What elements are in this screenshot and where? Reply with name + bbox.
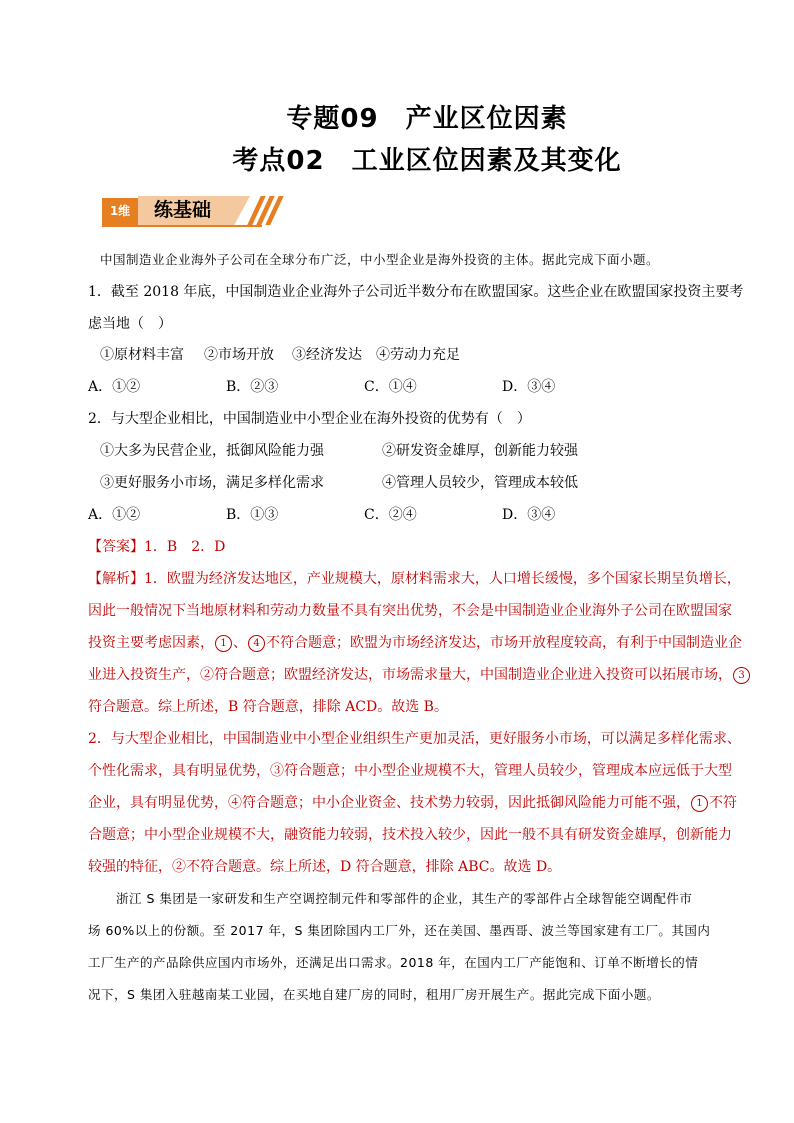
choice: D．③④	[502, 379, 556, 395]
intro-paragraph-2: 浙江 S 集团是一家研发和生产空调控制元件和零部件的企业，其生产的零部件占全球智能空调配件市	[116, 891, 693, 906]
page-subtitle: 考点02 工业区位因素及其变化	[232, 146, 622, 176]
choice: B．①③	[226, 507, 279, 523]
intro-paragraph-2: 况下，S 集团入驻越南某工业园，在买地自建厂房的同时，租用厂房开展生产。据此完成下面小题。	[88, 987, 660, 1002]
analysis-line	[88, 569, 741, 589]
option: ④劳动力充足	[376, 347, 460, 363]
choice: C．②④	[364, 507, 417, 523]
answer-label: 【答案】	[88, 539, 144, 555]
choice: D．③④	[502, 507, 556, 523]
question-2-options-row2	[100, 473, 740, 493]
question-2-options-row1	[100, 441, 740, 461]
question-1-stem: 1．截至 2018 年底，中国制造业企业海外子公司近半数分布在欧盟国家。这些企业在欧盟国家投资主要考	[88, 284, 744, 300]
question-1-choices	[88, 377, 728, 397]
analysis-line: 符合题意。综上所述，B 符合题意，排除 ACD。故选 B。	[88, 699, 448, 715]
intro-paragraph-2: 场 60%以上的份额。至 2017 年，S 集团除国内工厂外，还在美国、墨西哥、波兰等国家建有工厂。其国内	[88, 923, 711, 938]
question-1-stem-cont: 虑当地（ ）	[88, 316, 172, 332]
circled-number-4: 4	[248, 635, 265, 652]
analysis-label: 【解析】	[88, 571, 144, 587]
question-2-choices	[88, 505, 728, 525]
analysis-line: 合题意；中小型企业规模不大，融资能力较弱，技术投入较少，因此一般不具有研发资金雄厚，创新能力	[88, 827, 732, 843]
option: ②研发资金雄厚，创新能力较强	[382, 443, 578, 459]
analysis-line: 投资主要考虑因素， 1 、 4 不符合题意；欧盟为市场经济发达，市场开放程度较高，有利于中国制造业企	[88, 635, 742, 651]
section-banner	[102, 192, 302, 232]
question-1-options	[100, 345, 740, 365]
option: ④管理人员较少，管理成本较低	[382, 475, 578, 491]
banner-label: 练基础	[154, 199, 212, 221]
choice: C．①④	[364, 379, 417, 395]
option: ③经济发达	[292, 347, 362, 363]
analysis-line: 个性化需求，具有明显优势，③符合题意；中小型企业规模不大，管理人员较少，管理成本应远低于大型	[88, 763, 732, 779]
analysis-line: 企业，具有明显优势，④符合题意；中小企业资金、技术势力较弱，因此抵御风险能力可能不强， 1 不符	[88, 795, 737, 811]
analysis-text: 1．欧盟为经济发达地区，产业规模大，原材料需求大，人口增长缓慢，多个国家长期呈负增长，	[144, 571, 741, 587]
circled-number-1: 1	[691, 795, 708, 812]
intro-paragraph: 中国制造业企业海外子公司在全球分布广泛，中小型企业是海外投资的主体。据此完成下面小题。	[100, 252, 660, 267]
circled-number-1: 1	[215, 635, 232, 652]
option: ①大多为民营企业，抵御风险能力强	[100, 443, 324, 459]
answer-line	[88, 537, 728, 557]
answer-text: 1．B 2．D	[144, 539, 226, 555]
intro-paragraph-2: 工厂生产的产品除供应国内市场外，还满足出口需求。2018 年，在国内工厂产能饱和、订单不断增长的情	[88, 955, 699, 970]
option: ②市场开放	[204, 347, 274, 363]
banner-badge: 1维	[102, 198, 138, 225]
circled-number-3: 3	[733, 667, 750, 684]
analysis-line: 较强的特征，②不符合题意。综上所述，D 符合题意，排除 ABC。故选 D。	[88, 859, 562, 875]
choice: A．①②	[88, 379, 141, 395]
option: ①原材料丰富	[100, 347, 184, 363]
analysis-line: 因此一般情况下当地原材料和劳动力数量不具有突出优势，不会是中国制造业企业海外子公司在欧盟国家	[88, 603, 732, 619]
question-2-stem: 2．与大型企业相比，中国制造业中小型企业在海外投资的优势有（ ）	[88, 411, 531, 427]
banner-rule	[102, 225, 262, 227]
analysis-line: 2．与大型企业相比，中国制造业中小型企业组织生产更加灵活，更好服务小市场，可以满足多样化需求、	[88, 731, 741, 747]
page-title: 专题09 产业区位因素	[286, 104, 568, 134]
choice: B．②③	[226, 379, 279, 395]
option: ③更好服务小市场，满足多样化需求	[100, 475, 324, 491]
analysis-line: 业进入投资生产，②符合题意；欧盟经济发达，市场需求量大，中国制造业企业进入投资可以拓展市场， 3	[88, 665, 728, 685]
choice: A．①②	[88, 507, 141, 523]
